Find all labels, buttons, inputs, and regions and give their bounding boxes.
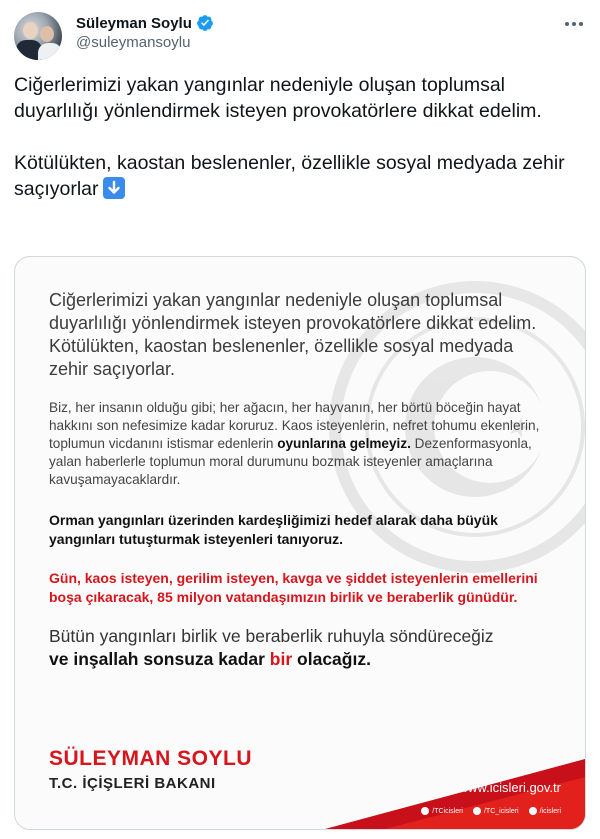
card-body-paragraph: [49, 399, 555, 489]
attached-image-card[interactable]: [14, 256, 586, 830]
card-body-bold: oyunlarına gelmeyiz.: [277, 436, 411, 451]
card-final-line-1: Bütün yangınları birlik ve beraberlik ruhuyla söndüreceğiz: [49, 626, 494, 646]
tweet-text: [14, 72, 584, 202]
author-name-row[interactable]: [76, 14, 214, 32]
facebook-handle: /TCicisleri: [421, 807, 463, 815]
avatar[interactable]: [14, 12, 62, 60]
card-red-statement: Gün, kaos isteyen, gerilim isteyen, kavga ve şiddet isteyenlerin emellerini boşa çıkaracak, 85 milyon vatandaşımızın birlik ve beraberlik günüdür.: [49, 570, 538, 605]
author-handle[interactable]: @suleymansoylu: [76, 34, 191, 51]
instagram-icon: [529, 807, 537, 815]
signature-title: T.C. İÇİŞLERİ BAKANI: [49, 775, 216, 792]
card-final-statement: [49, 625, 555, 671]
website-url: www.icisleri.gov.tr: [458, 780, 561, 795]
card-lead: Ciğerlerimizi yakan yangınlar nedeniyle oluşan toplumsal duyarlılığı yönlendirmek isteyen provokatörlere dikkat edelim. Kötülükten, kaostan beslenenler, özellikle sosyal medyada zehir saçıyorlar.: [49, 290, 537, 379]
tweet-header: [14, 10, 586, 60]
card-body-end: Dezenformasyonla, yalan haberlerle toplumun moral durumunu bozmak isteyenler amaçlarına kavuşamayacaklardır.: [49, 436, 532, 487]
signature: [49, 747, 252, 792]
social-handles: [421, 807, 561, 815]
signature-name: SÜLEYMAN SOYLU: [49, 747, 253, 770]
card-body: [49, 289, 555, 671]
card-black-statement: Orman yangınları üzerinden kardeşliğimizi hedef alarak daha büyük yangınları tutuşturmak isteyenleri tanıyoruz.: [49, 512, 498, 547]
twitter-icon: [473, 807, 481, 815]
card-final-red: bir: [269, 649, 293, 669]
author-name[interactable]: Süleyman Soylu: [76, 14, 192, 32]
tweet-paragraph-2-text: Kötülükten, kaostan beslenenler, özellikle sosyal medyada zehir saçıyorlar: [14, 152, 565, 200]
twitter-handle: /TC_icisleri: [473, 807, 519, 815]
tweet-paragraph-2: [14, 150, 584, 202]
tweet-paragraph-1: Ciğerlerimizi yakan yangınlar nedeniyle oluşan toplumsal duyarlılığı yönlendirmek isteyen provokatörlere dikkat edelim.: [14, 74, 542, 122]
card-final-bold-start: ve inşallah sonsuza kadar: [49, 649, 270, 669]
verified-badge-icon: [196, 14, 214, 32]
down-arrow-emoji-icon: [103, 177, 125, 199]
facebook-icon: [421, 807, 429, 815]
card-final-bold-end: olacağız.: [292, 649, 371, 669]
instagram-handle: /icisleri: [529, 807, 561, 815]
more-options-icon[interactable]: [562, 12, 586, 36]
card-body-start: Biz, her insanın olduğu gibi; her ağacın, her hayvanın, her börtü böceğin hayat hakkını son nefesimize kadar koruruz. Kaos isteyenlerin, nefret tohumu ekenlerin, toplumun vicdanını istismar edenlerin: [49, 400, 540, 451]
